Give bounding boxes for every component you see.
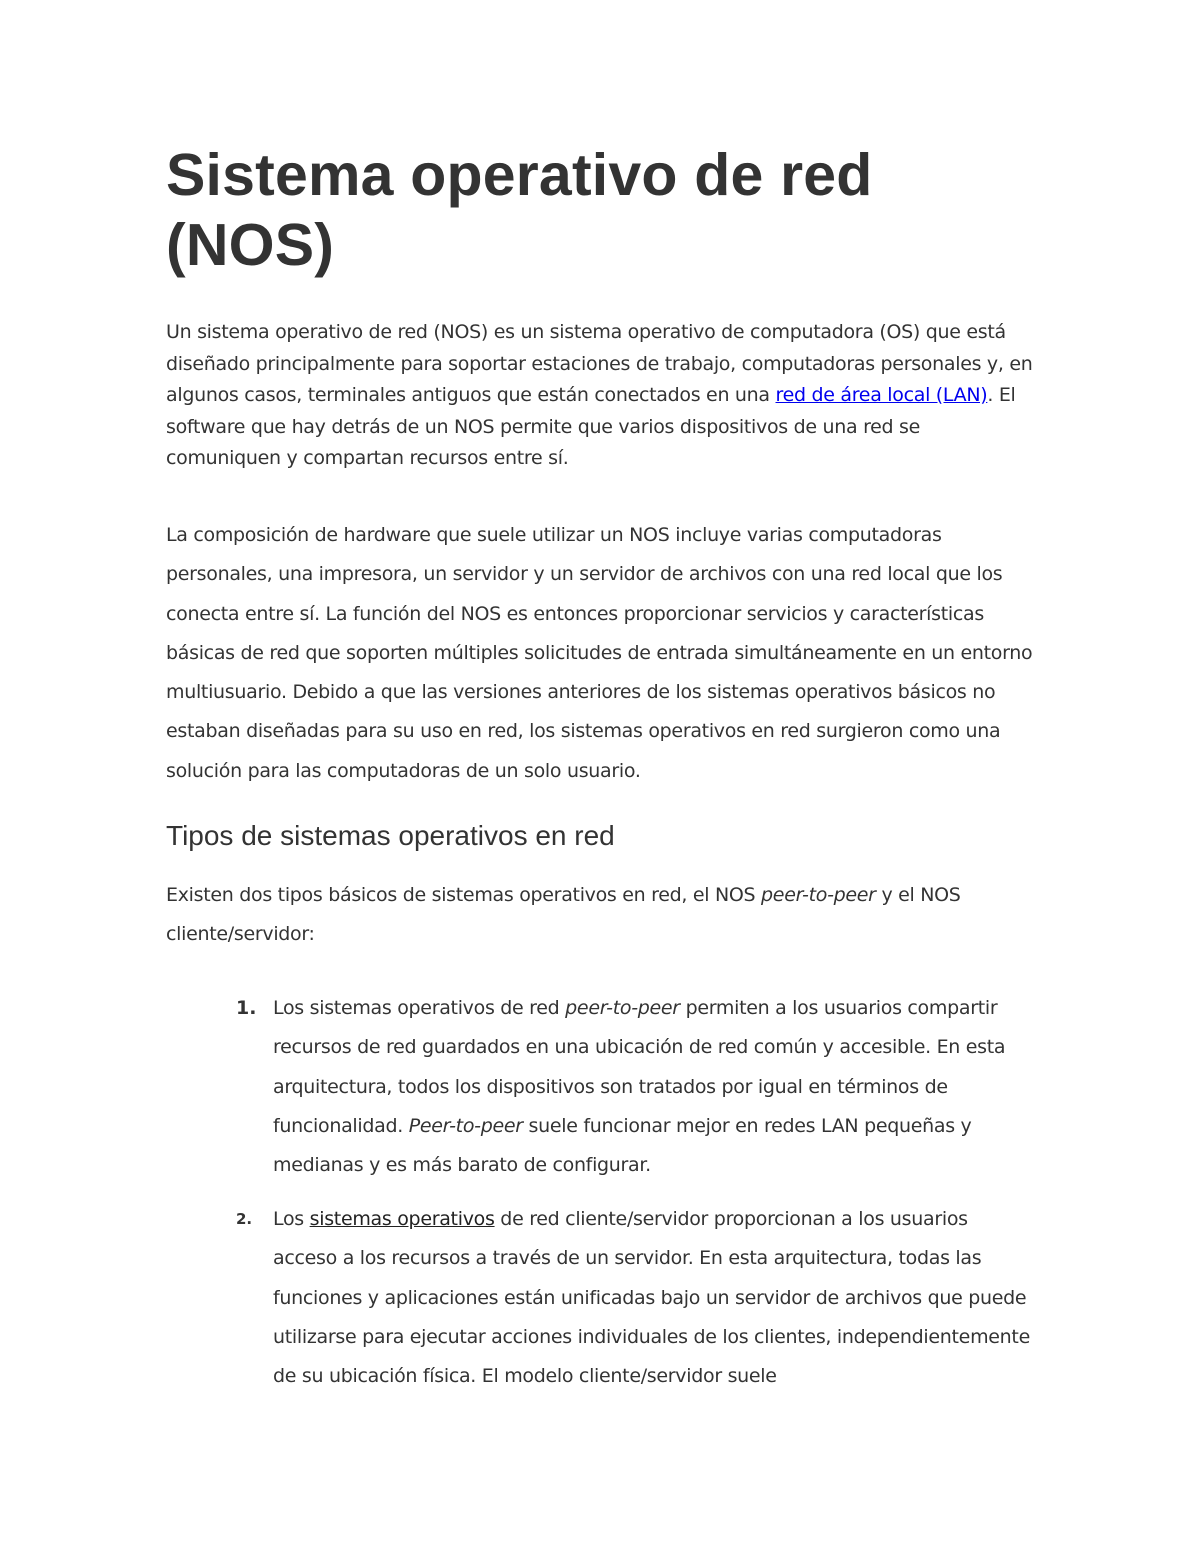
list-number: 2. <box>236 1210 253 1228</box>
intro-text-after-link: . El software que hay detrás de un NOS permite que varios dispositivos de una red se comuniquen y compartan recursos entre sí. <box>166 384 1016 469</box>
intro-paragraph <box>166 317 1036 475</box>
types-intro-paragraph <box>166 876 1036 955</box>
list-item-part2: de red cliente/servidor proporcionan a los usuarios acceso a los recursos a través de un servidor. En esta arquitectura, todas las funciones y aplicaciones están unificadas bajo un servidor de archivos que puede utilizarse para ejecutar acciones individuales de los clientes, independientemente de su ubicación física. El modelo cliente/servidor suele <box>273 1208 1030 1388</box>
list-item-text <box>273 989 1033 1185</box>
composition-paragraph: La composición de hardware que suele utilizar un NOS incluye varias computadoras personales, una impresora, un servidor y un servidor de archivos con una red local que los conecta entre sí. La función del NOS es entonces proporcionar servicios y características básicas de red que soporten múltiples solicitudes de entrada simultáneamente en un entorno multiusuario. Debido a que las versiones anteriores de los sistemas operativos básicos no estaban diseñadas para su uso en red, los sistemas operativos en red surgieron como una solución para las computadoras de un solo usuario. <box>166 524 1033 782</box>
types-intro-before: Existen dos tipos básicos de sistemas operativos en red, el NOS <box>166 884 762 906</box>
list-number: 1. <box>236 997 257 1019</box>
types-intro-italic: peer-to-peer <box>761 884 876 906</box>
section-heading: Tipos de sistemas operativos en red <box>166 820 615 851</box>
list-item-part1: Los <box>273 1208 310 1230</box>
sistemas-operativos-link[interactable]: sistemas operativos <box>309 1208 495 1230</box>
list-item-text <box>273 1200 1033 1396</box>
lan-link[interactable]: red de área local (LAN) <box>775 384 988 406</box>
list-item-part2: permiten a los usuarios compartir recursos de red guardados en una ubicación de red común y accesible. En esta arquitectura, todos los dispositivos son tratados por igual en términos de funcionalidad. <box>273 997 1006 1137</box>
intro-text-before-link: Un sistema operativo de red (NOS) es un sistema operativo de computadora (OS) que está diseñado principalmente para soportar estaciones de trabajo, computadoras personales y, en algunos casos, terminales antiguos que están conectados en una <box>166 321 1033 406</box>
list-item-part1: Los sistemas operativos de red <box>273 997 566 1019</box>
types-intro-after: y el NOS cliente/servidor: <box>166 884 961 946</box>
page-title: Sistema operativo de red (NOS) <box>166 142 873 278</box>
list-item-part3: suele funcionar mejor en redes LAN pequeñas y medianas y es más barato de configurar. <box>273 1114 972 1177</box>
list-item-italic2: Peer-to-peer <box>408 1114 523 1137</box>
list-item-italic1: peer-to-peer <box>565 997 680 1019</box>
